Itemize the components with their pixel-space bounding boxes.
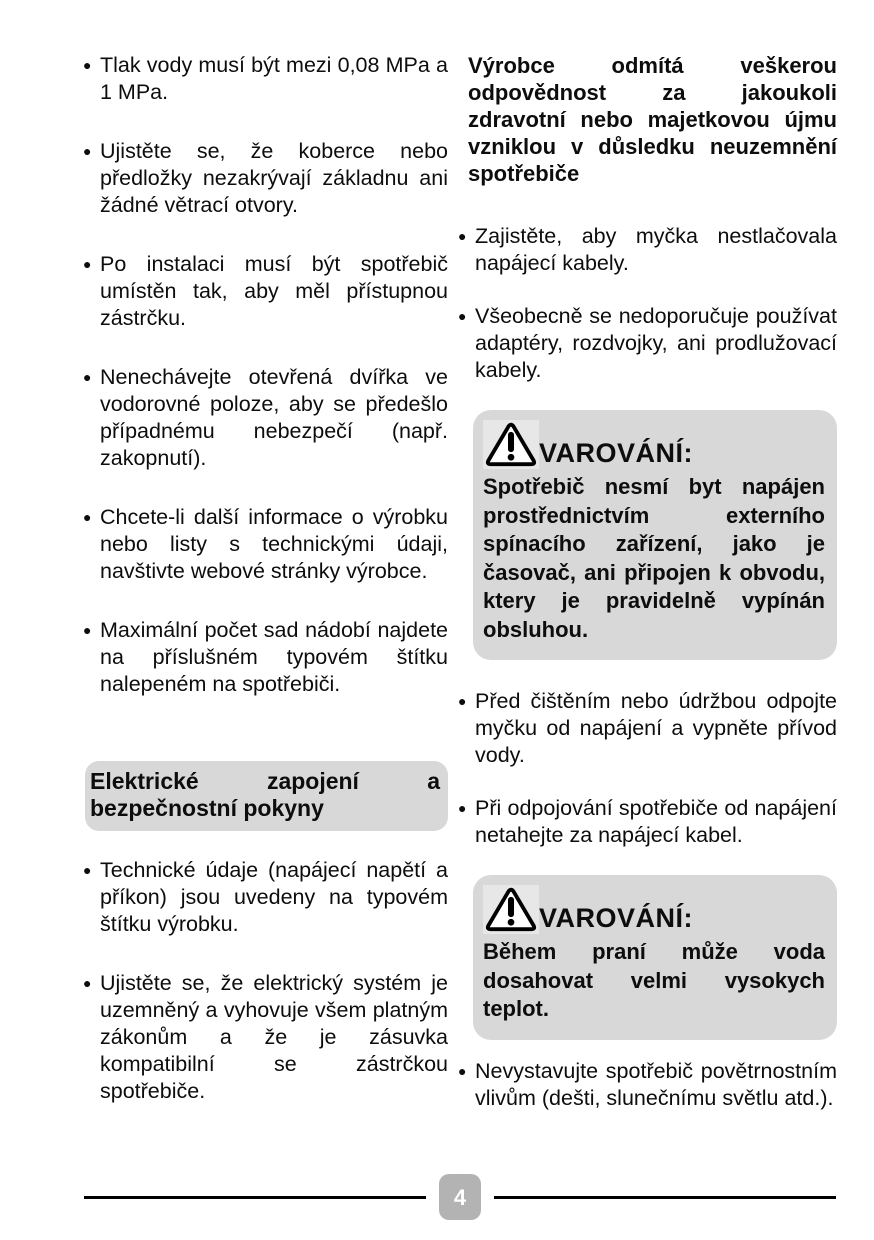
section-heading: Elektrické zapojení a bezpečnostní pokyny [85,761,448,831]
warning-box [473,875,837,1040]
left-column [85,48,448,1137]
bullet-item: ● Všeobecně se nedoporučuje používat adaptéry, rozdvojky, ani prodlužovací kabely. [460,303,837,384]
bullet-item: ● Při odpojování spotřebiče od napájení netahejte za napájecí kabel. [460,795,837,849]
bullet-item: ● Nenechávejte otevřená dvířka ve vodorovné poloze, aby se předešlo případnému nebezpečí (např. zakopnutí). [85,364,448,472]
warning-triangle-icon [483,885,539,934]
bullet-item: ● Před čištěním nebo údržbou odpojte myčku od napájení a vypněte přívod vody. [460,688,837,769]
warning-header [483,420,825,469]
bullet-item: ● Tlak vody musí být mezi 0,08 MPa a 1 MPa. [85,52,448,106]
footer-rule-left [84,1196,426,1199]
warning-title: VAROVÁNÍ: [539,903,694,933]
bullet-item: ● Ujistěte se, že koberce nebo předložky nezakrývají základnu ani žádné větrací otvory. [85,138,448,219]
bullet-item: ● Zajistěte, aby myčka nestlačovala napájecí kabely. [460,223,837,277]
bullet-item: ● Technické údaje (napájecí napětí a příkon) jsou uvedeny na typovém štítku výrobku. [85,857,448,938]
bullet-item: ● Nevystavujte spotřebič povětrnostním vlivům (dešti, slunečnímu světlu atd.). [460,1058,837,1112]
warning-title: VAROVÁNÍ: [539,438,694,468]
warning-text: Během praní může voda dosahovat velmi vysokych teplot. [483,939,825,1021]
right-column [460,48,837,1138]
bullet-item: ● Maximální počet sad nádobí najdete na příslušném typovém štítku nalepeném na spotřebiči. [85,617,448,698]
bullet-item: ● Chcete-li další informace o výrobku nebo listy s technickými údaji, navštivte webové stránky výrobce. [85,504,448,585]
footer-rule-right [494,1196,836,1199]
page-number-badge: 4 [439,1174,481,1220]
bullet-item: ● Ujistěte se, že elektrický systém je uzemněný a vyhovuje všem platným zákonům a že je zásuvka kompatibilní se zástrčkou spotřebiče. [85,970,448,1105]
page-footer [84,1174,836,1220]
warning-box [473,410,837,660]
warning-triangle-icon [483,420,539,469]
intro-bold-paragraph: Výrobce odmítá veškerou odpovědnost za jakoukoli zdravotní nebo majetkovou újmu vzniklou v důsledku neuzemnění spotřebiče [468,53,837,186]
bullet-item: ● Po instalaci musí být spotřebič umístěn tak, aby měl přístupnou zástrčku. [85,251,448,332]
warning-header [483,885,825,934]
warning-text: Spotřebič nesmí byt napájen prostřednictvím externího spínacího zařízení, jako je časovač, ani připojen k obvodu, ktery je pravidelně vypínán obsluhou. [483,474,825,642]
